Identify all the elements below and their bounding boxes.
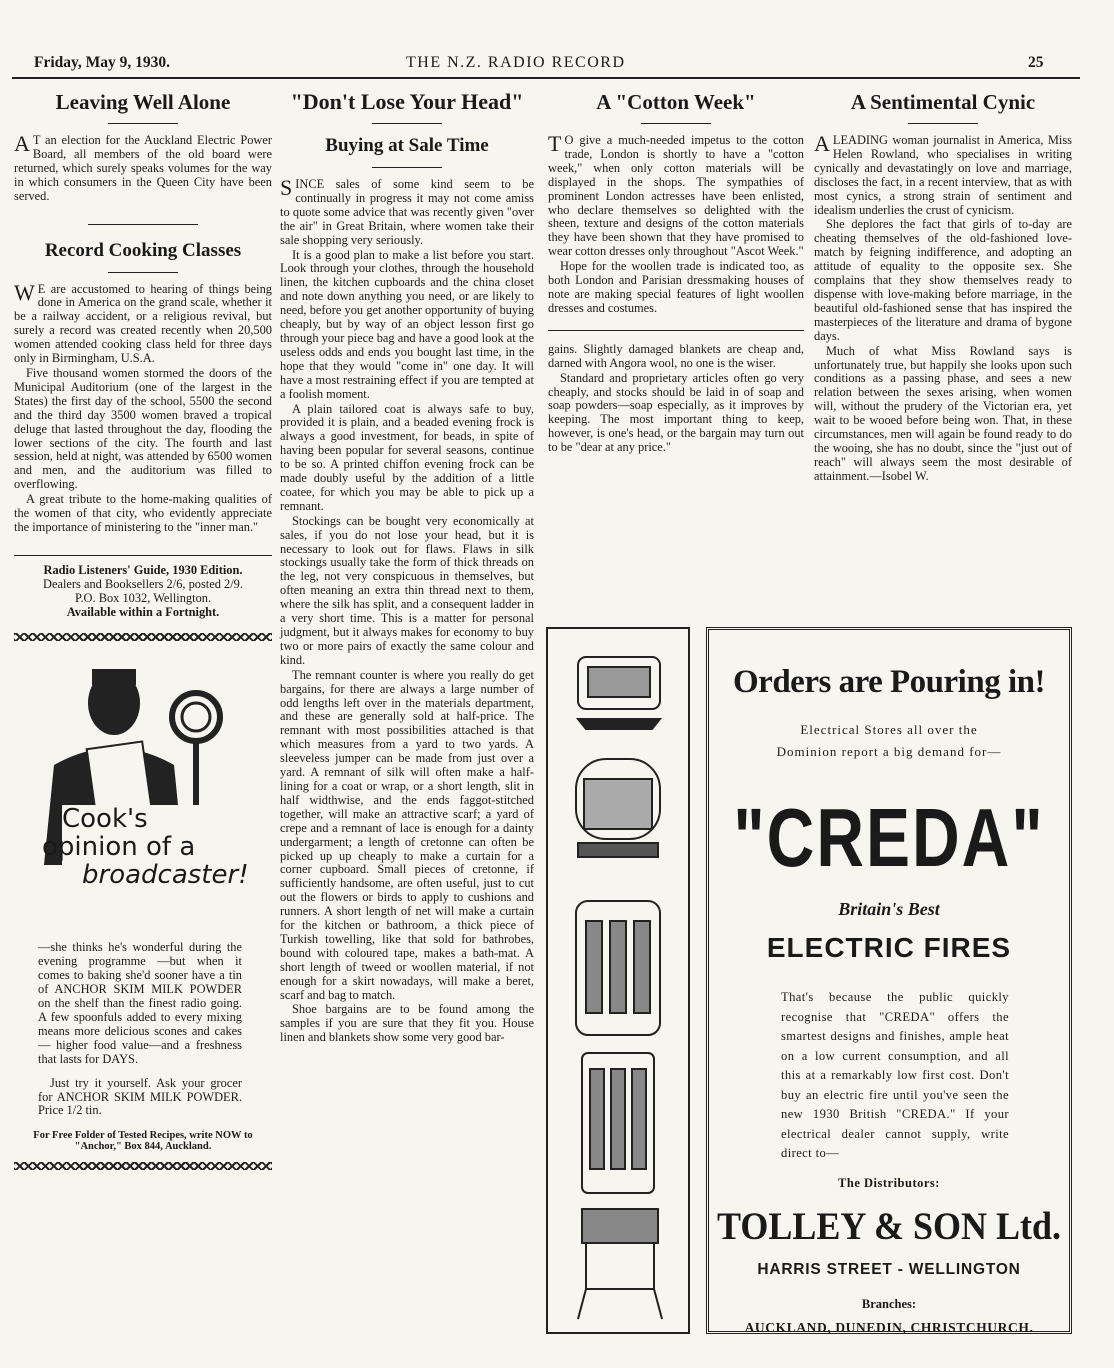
branches-label: Branches: <box>861 1296 917 1311</box>
title-rule <box>108 272 178 273</box>
sale-continued-1: gains. Slightly damaged blankets are cheap and, darned with Angora wool, no one is the wiser. <box>548 341 804 370</box>
sale-paragraph-2: It is a good plan to make a list before you start. Look through your clothes, through the household linen, the kitchen cupboards and the china closet and note down anything you need, or are likely to need, before you get another opportunity of buying cheaply, but by way of an object lesson first go through your piece bag and have a good look at the useless odds and ends you bought last time, in the hope that they would "come in" one day. It will have a most restraining effect if you are tempted at a foolish moment. <box>280 247 534 401</box>
masthead: THE N.Z. RADIO RECORD <box>406 54 626 71</box>
issue-date: Friday, May 9, 1930. <box>34 54 171 71</box>
column-3 <box>548 90 804 456</box>
ad-body: That's because the public quickly recognise that "CREDA" offers the smartest designs and finishes, ample heat on a low current consumption, and all this at a remarkably low first cost. Don't buy an electric fire until you've seen the new 1930 British "CREDA." If your electrical dealer cannot supply, write direct to— <box>781 990 1009 1160</box>
title-rule <box>372 123 442 124</box>
cotton-paragraph-1: T O give a much-needed impetus to the cotton trade, London is shortly to have a "cotton week," when only cotton materials will be displayed in the shops. The sympathies of prominent London actresses have been enlisted, who declare themselves so delighted with the sheen, texture and designs of the cotton materials they have been shown that they have promised to wear cotton dresses only throughout "Ascot Week." <box>548 131 804 259</box>
guide-line-3: Available within a Fortnight. <box>66 604 220 619</box>
column-4 <box>814 90 1072 485</box>
divider <box>14 555 272 556</box>
title-rule <box>641 123 711 124</box>
cynic-paragraph-1: ALEADING woman journalist in America, Miss Helen Rowland, who specialises in writing cynically and devastatingly on love and marriage, discloses the fact, in a recent interview, that as with most cynics, a strong strain of sentiment and idealism underlies the crust of cynicism. <box>814 131 1072 217</box>
article-title-cotton: A "Cotton Week" <box>596 90 756 114</box>
ad-headline: Orders are Pouring in! <box>733 664 1045 700</box>
article-title-cooking: Record Cooking Classes <box>44 239 242 261</box>
article-title-cynic: A Sentimental Cynic <box>850 90 1036 114</box>
ad-tagline: Britain's Best <box>838 899 940 919</box>
header-rule <box>12 77 1080 79</box>
sale-paragraph-3: A plain tailored coat is always safe to buy, provided it is plain, and a beaded evening frock is always a good investment, for beads, in spite of having been popular for several seasons, continue to be so. A printed chiffon evening frock can be made doubly useful by the addition of a little coatee, for which you may be able to pick up a remnant. <box>280 401 534 513</box>
cotton-paragraph-2: Hope for the woollen trade is indicated too, as both London and Parisian dressmaking houses of note are making special features of light woollen dresses and costumes. <box>548 259 804 315</box>
brand-logo: "CREDA" <box>733 790 1045 884</box>
article-title-leaving: Leaving Well Alone <box>55 90 231 114</box>
electric-fires-illustration <box>546 627 690 1334</box>
drop-cap: A <box>14 131 30 156</box>
column-1 <box>14 90 272 1174</box>
ad-intro: Electrical Stores all over the Dominion report a big demand for— <box>776 722 1002 759</box>
sale-continued-2: Standard and proprietary articles often go very cheaply, and stocks should be laid in of soap and soap powders—soap especially, as it improves by keeping. The most important thing to keep, however, is one's head, or the bargain may turn out to be "dear at any price." <box>548 370 804 455</box>
drop-cap: S <box>280 175 293 200</box>
product-name: ELECTRIC FIRES <box>766 932 1012 963</box>
article-title-dont-lose: "Don't Lose Your Head" <box>290 89 524 114</box>
guide-title: Radio Listeners' Guide, 1930 Edition. <box>43 562 243 577</box>
cooking-paragraph-3: A great tribute to the home-making qualities of the women of that city, who evidently appreciate the importance of ministering to the "inner man." <box>14 492 272 534</box>
anchor-ad-text-1: —she thinks he's wonderful during the evening programme —but when it comes to baking she'd sooner have a tin of ANCHOR SKIM MILK POWDER on the shelf than the finest radio going. A few spoonfuls added to every mixing means more delicious scones and cakes — higher food value—and a freshness that lasts for DAYS. <box>38 940 242 1066</box>
company-name: TOLLEY & SON Ltd. <box>716 1203 1062 1248</box>
title-rule <box>908 123 978 124</box>
page-number: 25 <box>1028 54 1044 71</box>
cooking-paragraph-2: Five thousand women stormed the doors of the Municipal Auditorium (one of the largest in the States) the first day of the school, 5500 the second and the third day 3500 women braved a tropical deluge that lasted throughout the day, flooding the lower sections of the city. The fourth and last session, held at night, was attended by 6500 women and men, and the auditorium was filled to overflowing. <box>14 365 272 492</box>
sale-paragraph-5: The remnant counter is where you really do get bargains, for there are always a large number of odd lengths left over in the materials department, and these are generally sold at half-price. The remnant with most possibilities attached is that which measures from a yard to two yards. A sleeveless jumper can be made from just over a yard. A remnant of silk will often make a half-lining for a coat or wrap, or a short length, slit in half widthwise, and the ends faggot-stitched together, will make an attractive scarf; a yard of crepe and a remnant of lace is enough for a dainty undergarment; a length of cretonne can often be picked up up cheaply to make a curtain for a corner cupboard. Small pieces of cretonne, if sufficiently handsome, are often useful, just to cut out the flowers or birds to apply to cushions and runners. A short length of net will make a curtain for the kitchen or bathroom, a thick piece of Turkish towelling, like that sold for bathrobes, bound with coloured tape, makes a bath-mat. A short length of tweed or woollen material, if not enough for a skirt nowadays, will make a beret, scarf and bag to match. <box>280 667 534 1002</box>
page-header <box>34 54 1080 76</box>
sale-paragraph-1: SINCE sales of some kind seem to be continually in progress it may not come amiss to quote some advice that was recently given "over the air" in Great Britain, where women take their sale shopping very seriously. <box>280 175 534 247</box>
drop-cap: W <box>14 279 35 305</box>
cynic-paragraph-2: She deplores the fact that girls of to-day are cheating themselves of the old-fashioned love-match by feigning indifference, and adopting an attitude of equality to the opposite sex. She complains that they show themselves ready to dispense with love-making before marriage, in the beautiful old-fashioned sense that has inspired the masterpieces of the literature and drama of bygone days. <box>814 217 1072 343</box>
title-rule <box>372 167 442 168</box>
creda-advertisement <box>706 627 1072 1334</box>
sale-paragraph-4: Stockings can be bought very economically at sales, if you do not lose your head, but it is necessary to look out for flaws. Flaws in silk stockings usually take the form of thick threads on the leg, not very conspicuous in themselves, but often meaning an extra thin thread next to them, where the silk has split, and a consequent ladder in a very short time. This is a matter for personal judgment, but it always makes for economy to buy two or more pairs of exactly the same colour and kind. <box>280 513 534 667</box>
section-rule <box>88 224 198 225</box>
anchor-ad-text-2: Just try it yourself. Ask your grocer for ANCHOR SKIM MILK POWDER. Price 1/2 tin. <box>38 1075 242 1118</box>
guide-line-1: Dealers and Booksellers 2/6, posted 2/9. <box>43 576 243 591</box>
anchor-ad-footer: For Free Folder of Tested Recipes, write NOW to "Anchor," Box 844, Auckland. <box>33 1130 253 1153</box>
guide-line-2: P.O. Box 1032, Wellington. <box>74 590 212 605</box>
drop-cap: A <box>814 131 830 156</box>
sale-paragraph-6: Shoe bargains are to be found among the samples if you are sure that they fit you. House linen and blankets show some very good bar- <box>280 1002 534 1045</box>
title-rule <box>108 123 178 124</box>
cooking-paragraph-1: W E are accustomed to hearing of things being done in America on the grand scale, whether it be a railway accident, or a religious revival, but surely a record was created recently when 20,500 women attended cooking class held for three days only in Birmingham, U.S.A. <box>14 279 272 366</box>
article-subtitle: Buying at Sale Time <box>325 135 489 156</box>
zigzag-border <box>14 633 272 641</box>
cynic-paragraph-3: Much of what Miss Rowland says is unfortunately true, but happily she looks upon such conditions as a passing phase, and sees a new relation between the sexes arising, when women will, without the prudery of the Victorian era, yet wait to be wooed before being won. That, in these circumstances, men will again be found ready to do the wooing, she has no doubt, since the "just out of reach" will always seem the most desirable of attainment.—Isobel W. <box>814 343 1072 483</box>
divider <box>548 330 804 331</box>
distributors-label: The Distributors: <box>838 1175 940 1190</box>
drop-cap: T <box>548 131 562 156</box>
company-address: HARRIS STREET - WELLINGTON <box>757 1260 1021 1278</box>
column-2 <box>280 90 534 1046</box>
fire-drawings <box>548 629 688 1332</box>
zigzag-border <box>14 1162 272 1170</box>
branches-list: AUCKLAND, DUNEDIN, CHRISTCHURCH. <box>744 1319 1034 1335</box>
article-leaving-body: A T an election for the Auckland Electric Power Board, all members of the old board were returned, which surely speaks volumes for the way in which consumers in the Queen City have been served. <box>14 131 272 203</box>
ad-caption: Cook's opinion of a broadcaster! <box>42 804 249 891</box>
anchor-ad-illustration <box>14 645 272 927</box>
anchor-ad-copy <box>38 941 242 1118</box>
